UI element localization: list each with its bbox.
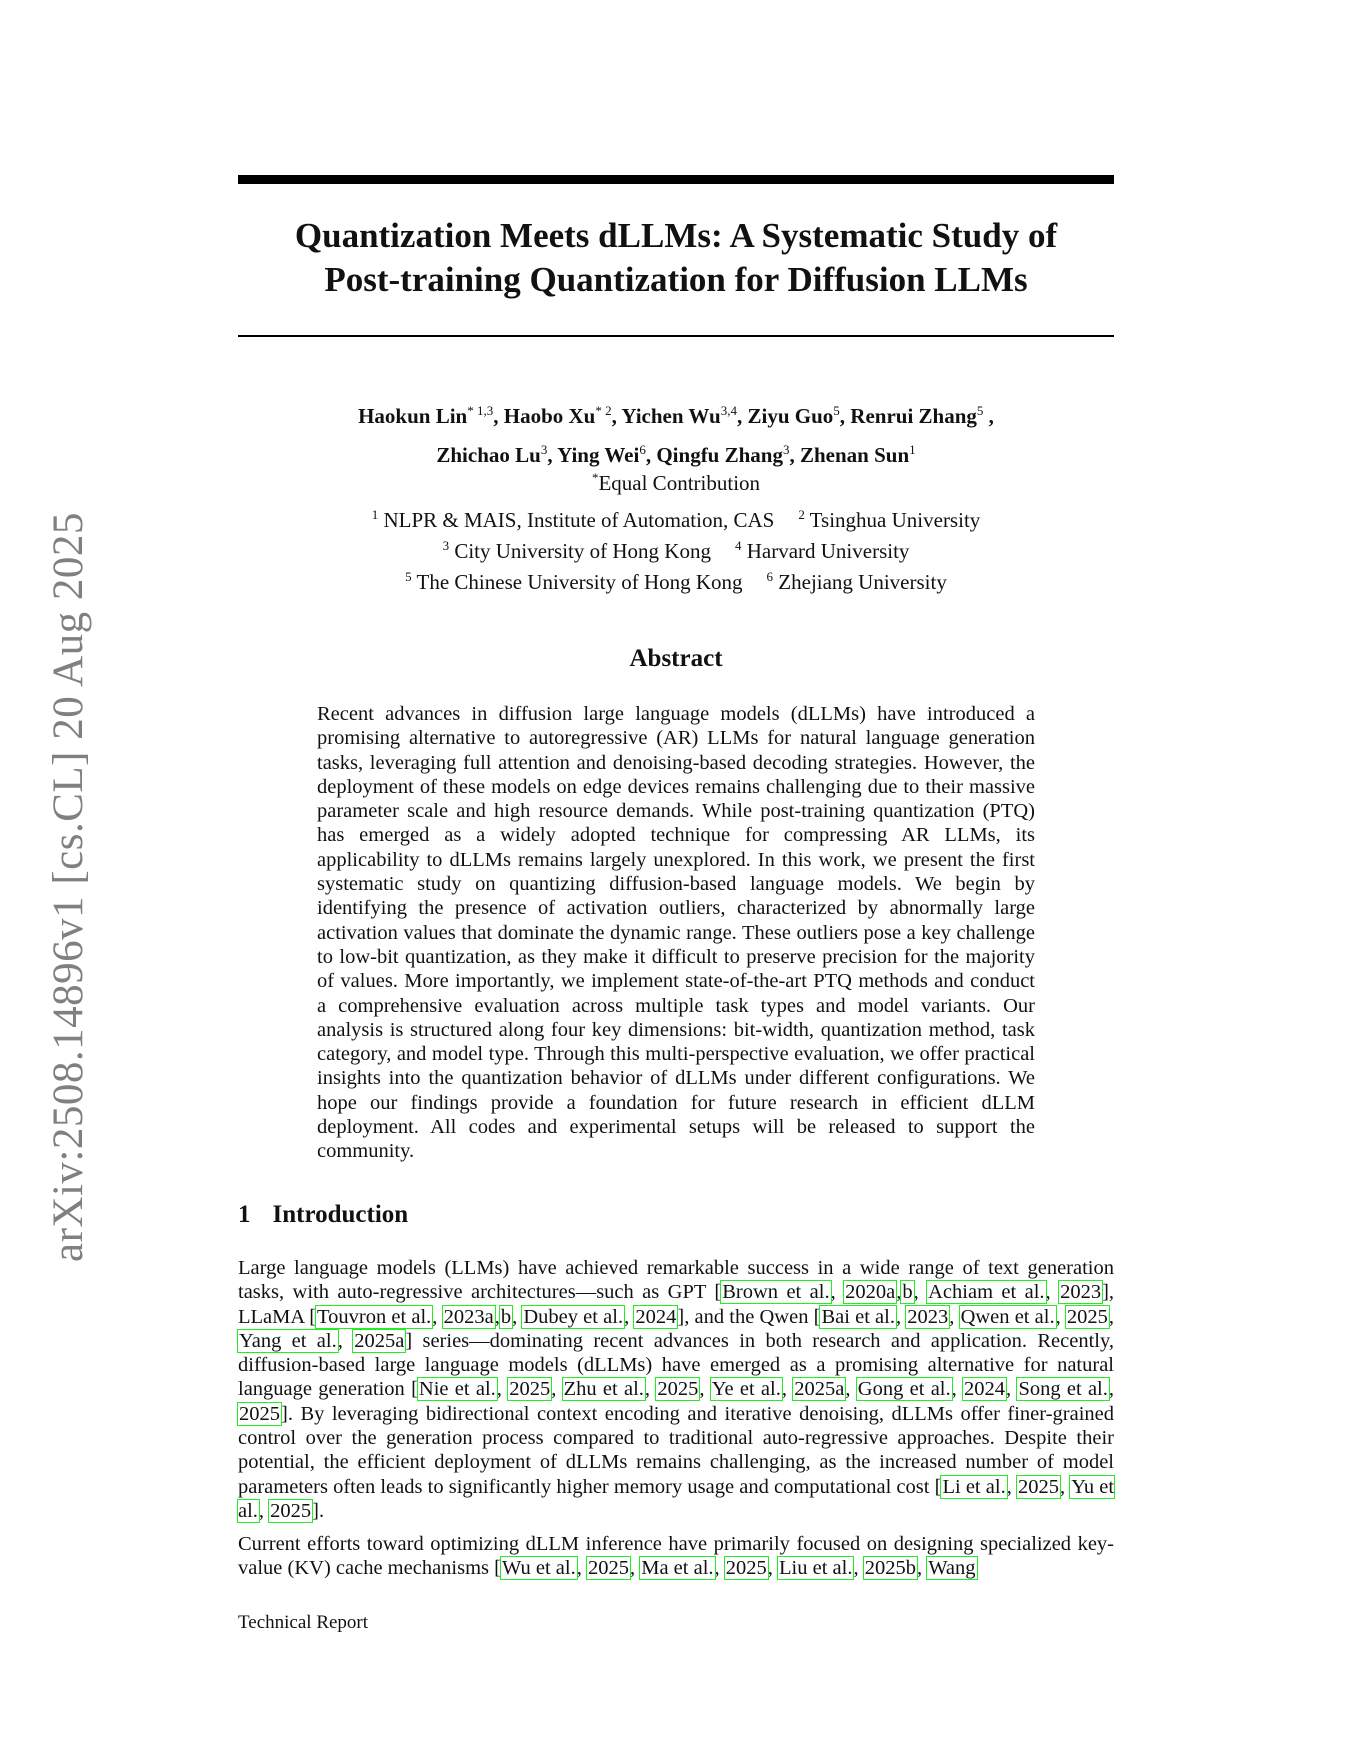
citation-link[interactable]: 2025 (239, 1402, 280, 1425)
affiliation-row (238, 502, 1114, 533)
affiliation-number: 6 (766, 569, 774, 584)
intro-paragraph-1 (238, 1256, 1114, 1523)
citation-link[interactable]: Wu et al. (501, 1557, 576, 1580)
title-line-2: Post-training Quantization for Diffusion LLMs (324, 260, 1028, 299)
citation-link[interactable]: Ye et al. (711, 1378, 781, 1401)
author-separator: , (736, 404, 748, 428)
body-text: , (512, 1305, 523, 1328)
body-text: , (644, 1378, 657, 1401)
intro-paragraph-2 (238, 1532, 1114, 1581)
author-separator: , (611, 404, 622, 428)
citation-link[interactable]: 2025 (270, 1499, 312, 1522)
body-text: , (949, 1305, 960, 1328)
author-affiliation-mark: 3 (540, 442, 548, 457)
author-line-1 (238, 394, 1114, 433)
affiliation-name: Harvard University (741, 539, 910, 563)
citation-link[interactable]: 2023 (1060, 1281, 1102, 1304)
author-separator: , (547, 443, 558, 467)
equal-contribution-mark: * (591, 470, 599, 485)
citation-link[interactable]: 2025 (1066, 1305, 1108, 1328)
body-text: Current efforts toward optimizing dLLM inference have primarily focused on designing specialized key-value (KV) cache mechanisms [ (238, 1533, 1114, 1580)
affiliation (798, 508, 980, 532)
affiliation (767, 570, 947, 594)
body-text: , (1006, 1475, 1017, 1498)
author-separator: , (839, 404, 851, 428)
citation-link[interactable]: 2024 (635, 1305, 677, 1328)
title-line-1: Quantization Meets dLLMs: A Systematic Study of (294, 216, 1058, 255)
author-name: Haokun Lin (358, 404, 468, 428)
affiliation (372, 508, 775, 532)
author-name: Ziyu Guo (747, 404, 834, 428)
author-affiliation-mark: * 2 (595, 403, 612, 418)
author-name: Renrui Zhang (850, 404, 977, 428)
section-number: 1 (238, 1201, 251, 1228)
arxiv-identifier-stamp: arXiv:2508.14896v1 [cs.CL] 20 Aug 2025 (45, 512, 92, 1262)
body-text: , (913, 1281, 928, 1304)
citation-link[interactable]: Achiam et al. (928, 1281, 1045, 1304)
author-separator: , (493, 404, 504, 428)
body-text: ] series—dominating recent advances in both research and application. Recently, diffusion-based large language models (dLLMs) have emerged as a promising alternative for natural language generation [ (238, 1329, 1115, 1401)
body-text: , (1108, 1305, 1115, 1328)
footer-label: Technical Report (238, 1612, 369, 1633)
citation-link[interactable]: 2020a (845, 1281, 896, 1304)
affiliation-row (238, 533, 1114, 564)
affiliation-number: 3 (442, 538, 450, 553)
body-text: , (896, 1281, 902, 1304)
body-text: , (853, 1557, 864, 1580)
body-text: , (258, 1499, 270, 1522)
citation-link[interactable]: Zhu et al. (563, 1378, 644, 1401)
body-text: , (895, 1305, 907, 1328)
citation-link[interactable]: 2025 (509, 1378, 551, 1401)
author-name: Yichen Wu (621, 404, 721, 428)
author-affiliation-mark: 3,4 (720, 403, 737, 418)
body-text: , (432, 1305, 443, 1328)
body-text: , (494, 1305, 500, 1328)
citation-link[interactable]: 2025b (864, 1557, 916, 1580)
body-text: , (576, 1557, 587, 1580)
affiliation-number: 5 (405, 569, 412, 584)
author-affiliation-mark: * 1,3 (467, 403, 494, 418)
body-text: , (951, 1378, 964, 1401)
body-text: , (624, 1305, 635, 1328)
affiliation-row (238, 564, 1114, 595)
affiliation (443, 539, 711, 563)
body-text: , (830, 1281, 845, 1304)
citation-link[interactable]: Qwen et al. (960, 1305, 1055, 1328)
citation-link[interactable]: Touvron et al. (317, 1305, 432, 1328)
citation-link[interactable]: Nie et al. (418, 1378, 496, 1401)
affiliation-number: 4 (734, 538, 742, 553)
body-text: , (337, 1329, 354, 1352)
affiliation-name: Tsinghua University (804, 508, 981, 532)
affiliation-name: The Chinese University of Hong Kong (411, 570, 743, 594)
citation-link[interactable]: Yu et al. (238, 1475, 1115, 1522)
body-text: , (629, 1557, 641, 1580)
section-heading-introduction (238, 1201, 408, 1229)
author-list (238, 394, 1114, 472)
body-text: , (1006, 1378, 1018, 1401)
body-text: , (551, 1378, 563, 1401)
body-text: , (1060, 1475, 1071, 1498)
citation-link[interactable]: Gong et al. (857, 1378, 951, 1401)
body-text: ], LLaMA [ (238, 1281, 1115, 1328)
abstract-heading: Abstract (629, 645, 723, 672)
body-text: , (1055, 1305, 1066, 1328)
citation-link[interactable]: Wang (928, 1557, 976, 1580)
author-name: Haobo Xu (503, 404, 596, 428)
affiliation-number: 1 (371, 507, 379, 522)
citation-link[interactable]: 2023a (443, 1305, 494, 1328)
affiliation-name: NLPR & MAIS, Institute of Automation, CAS (378, 508, 775, 532)
citation-link[interactable]: Ma et al. (641, 1557, 714, 1580)
citation-link[interactable]: 2024 (964, 1378, 1006, 1401)
citation-link[interactable]: b (500, 1305, 512, 1328)
body-text: , (845, 1378, 857, 1401)
affiliation-number: 2 (798, 507, 805, 522)
citation-link[interactable]: Dubey et al. (523, 1305, 624, 1328)
paper-title (238, 214, 1114, 302)
citation-link[interactable]: Liu et al. (779, 1557, 853, 1580)
author-name: Zhichao Lu (436, 443, 541, 467)
equal-contribution-text: Equal Contribution (598, 471, 761, 495)
author-separator: , (645, 443, 657, 467)
author-affiliation-mark: 6 (639, 442, 646, 457)
title-top-rule (238, 175, 1114, 184)
author-affiliation-mark: 1 (909, 442, 916, 457)
citation-link[interactable]: 2025 (1018, 1475, 1059, 1498)
body-text: , (781, 1378, 794, 1401)
citation-link[interactable]: Brown et al. (722, 1281, 830, 1304)
affiliations (238, 502, 1114, 595)
citation-link[interactable]: Song et al. (1018, 1378, 1108, 1401)
body-text: Large language models (LLMs) have achieved remarkable success in a wide range of text generation tasks, with auto-regressive architectures—such as GPT [ (238, 1257, 1114, 1304)
body-text: , (1045, 1281, 1060, 1304)
body-text: ]. (312, 1499, 325, 1522)
citation-link[interactable]: Li et al. (942, 1475, 1006, 1498)
body-text: , (1108, 1378, 1114, 1401)
body-text: , (714, 1557, 725, 1580)
section-title: Introduction (272, 1201, 409, 1228)
citation-link[interactable]: 2023 (907, 1305, 949, 1328)
body-text: , (496, 1378, 509, 1401)
abstract-text: Recent advances in diffusion large language models (dLLMs) have introduced a promising alternative to autoregressive (AR) LLMs for natural language generation tasks, leveraging full attention and denoising-based decoding strategies. However, the deployment of these models on edge devices remains challenging due to their massive parameter scale and high resource demands. While post-training quantization (PTQ) has emerged as a widely adopted technique for compressing AR LLMs, its applicability to dLLMs remains largely unexplored. In this work, we present the first systematic study on quantizing diffusion-based language models. We begin by identifying the presence of activation outliers, characterized by abnormally large activation values that dominate the dynamic range. These outliers pose a key challenge to low-bit quantization, as they make it difficult to preserve precision for the majority of values. More importantly, we implement state-of-the-art PTQ methods and conduct a comprehensive evaluation across multiple task types and model variants. Our analysis is structured along four key dimensions: bit-width, quantization method, task category, and model type. Through this multi-perspective evaluation, we offer practical insights into the quantization behavior of dLLMs under different configurations. We hope our findings provide a foundation for future research in efficient dLLM deployment. All codes and experimental setups will be released to support the community. (317, 703, 1035, 1163)
citation-link[interactable]: Bai et al. (821, 1305, 895, 1328)
author-separator: , (789, 443, 800, 467)
author-affiliation-mark: 5 (833, 403, 840, 418)
body-text: , (916, 1557, 928, 1580)
author-affiliation-mark: 3 (782, 442, 790, 457)
title-bottom-rule (238, 335, 1114, 337)
citation-link[interactable]: Yang et al. (239, 1329, 337, 1352)
citation-link[interactable]: 2025 (587, 1557, 629, 1580)
author-separator: , (983, 404, 994, 428)
body-text: ], and the Qwen [ (677, 1305, 821, 1328)
citation-link[interactable]: 2025a (794, 1378, 845, 1401)
author-affiliation-mark: 5 (976, 403, 984, 418)
body-text: , (767, 1557, 779, 1580)
affiliation-name: City University of Hong Kong (449, 539, 711, 563)
citation-link[interactable]: 2025a (354, 1329, 405, 1352)
body-text: ]. By leveraging bidirectional context encoding and iterative denoising, dLLMs offer finer-grained control over the generation process compared to traditional auto-regressive approaches. Despite their potential, the efficient deployment of dLLMs remains challenging, as the increased number of model parameters often leads to significantly higher memory usage and computational cost [ (238, 1402, 1114, 1498)
citation-link[interactable]: 2025 (657, 1378, 699, 1401)
affiliation-name: Zhejiang University (773, 570, 947, 594)
affiliation (735, 539, 909, 563)
body-text: , (699, 1378, 711, 1401)
equal-contribution-note (238, 464, 1114, 497)
citation-link[interactable]: 2025 (725, 1557, 767, 1580)
author-name: Qingfu Zhang (656, 443, 783, 467)
author-name: Zhenan Sun (799, 443, 910, 467)
affiliation (405, 570, 742, 594)
author-name: Ying Wei (557, 443, 640, 467)
citation-link[interactable]: b (902, 1281, 913, 1304)
